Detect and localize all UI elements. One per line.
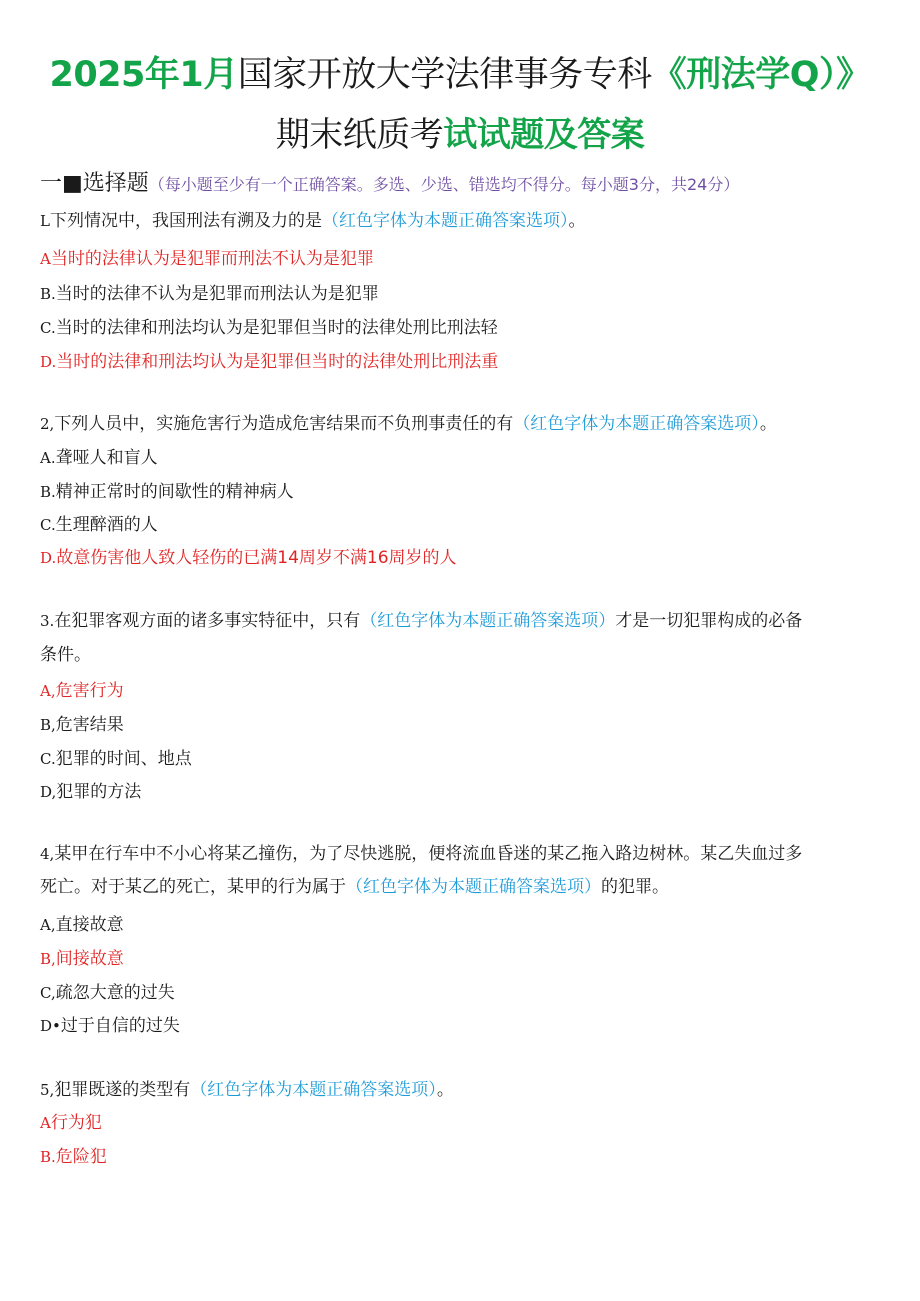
option-text: 间接故意 bbox=[55, 949, 124, 969]
question-4-stem bbox=[40, 841, 802, 867]
question-tail: 才是一切犯罪构成的必备 bbox=[615, 611, 803, 631]
option-label: C. bbox=[40, 319, 56, 337]
question-number: L bbox=[40, 212, 50, 230]
question-4-option-d bbox=[40, 1013, 180, 1039]
question-2-option-d bbox=[40, 545, 457, 571]
question-text: 在犯罪客观方面的诸多事实特征中，只有 bbox=[54, 611, 361, 631]
option-label: D• bbox=[40, 1017, 61, 1035]
title-university: 国家开放大学法律事务专科 bbox=[237, 55, 652, 95]
option-label: A, bbox=[40, 682, 56, 700]
question-3-stem bbox=[40, 608, 802, 634]
option-label: B. bbox=[40, 483, 56, 501]
question-4-option-a bbox=[40, 912, 124, 938]
question-3-option-d bbox=[40, 779, 141, 805]
question-tail: 的犯罪。 bbox=[601, 877, 669, 897]
document-title bbox=[0, 52, 920, 98]
option-text: 过于自信的过失 bbox=[60, 1016, 180, 1036]
question-4-option-c bbox=[40, 980, 175, 1006]
answer-hint: （红色字体为本题正确答案选项） bbox=[346, 877, 601, 897]
question-text: 下列情况中，我国刑法有溯及力的是 bbox=[49, 211, 322, 231]
option-text: 危险犯 bbox=[55, 1147, 107, 1167]
option-text: 疏忽大意的过失 bbox=[55, 983, 175, 1003]
question-2-option-a bbox=[40, 445, 158, 471]
option-text: 故意伤害他人致人轻伤的已满14周岁不满16周岁的人 bbox=[56, 548, 457, 568]
option-label: B. bbox=[40, 1148, 56, 1166]
question-tail: 。 bbox=[759, 414, 777, 434]
option-text: 危害行为 bbox=[55, 681, 124, 701]
option-label: B. bbox=[40, 285, 56, 303]
section-note: （每小题至少有一个正确答案。多选、少选、错选均不得分。每小题3分，共24分） bbox=[148, 175, 740, 194]
option-label: C. bbox=[40, 516, 56, 534]
answer-hint: （红色字体为本题正确答案选项） bbox=[321, 211, 569, 231]
subtitle-answers: 试试题及答案 bbox=[443, 115, 645, 155]
question-4-option-b bbox=[40, 946, 124, 972]
question-1-option-a bbox=[40, 246, 374, 272]
title-date: 2025年1月 bbox=[49, 55, 238, 95]
question-4-stem-continued bbox=[40, 874, 669, 900]
question-text: 死亡。对于某乙的死亡，某甲的行为属于 bbox=[40, 877, 346, 897]
option-label: A bbox=[40, 250, 51, 268]
question-2-option-b bbox=[40, 479, 294, 505]
option-text: 当时的法律和刑法均认为是犯罪但当时的法律处刑比刑法重 bbox=[56, 352, 499, 372]
option-text: 精神正常时的间歇性的精神病人 bbox=[55, 482, 294, 502]
option-label: B, bbox=[40, 950, 56, 968]
option-label: A bbox=[40, 1114, 51, 1132]
question-1-option-d bbox=[40, 349, 498, 375]
option-text: 犯罪的方法 bbox=[56, 782, 142, 802]
answer-hint: （红色字体为本题正确答案选项） bbox=[190, 1080, 437, 1100]
question-5-stem bbox=[40, 1077, 454, 1103]
option-text: 当时的法律认为是犯罪而刑法不认为是犯罪 bbox=[50, 249, 374, 269]
subtitle-exam: 期末纸质考 bbox=[275, 115, 444, 155]
option-label: C. bbox=[40, 750, 56, 768]
option-label: D. bbox=[40, 549, 57, 567]
option-label: D. bbox=[40, 353, 57, 371]
answer-hint: （红色字体为本题正确答案选项） bbox=[513, 414, 760, 434]
option-text: 犯罪的时间、地点 bbox=[55, 749, 192, 769]
question-number: 2, bbox=[40, 415, 55, 433]
question-number: 3. bbox=[40, 612, 55, 630]
question-number: 4, bbox=[40, 845, 55, 863]
option-text: 当时的法律不认为是犯罪而刑法认为是犯罪 bbox=[55, 284, 379, 304]
question-text: 条件。 bbox=[40, 645, 91, 665]
question-2-option-c bbox=[40, 512, 158, 538]
question-5-option-a bbox=[40, 1110, 102, 1136]
option-text: 直接故意 bbox=[55, 915, 124, 935]
option-label: A, bbox=[40, 916, 56, 934]
question-3-option-c bbox=[40, 746, 192, 772]
question-text: 下列人员中，实施危害行为造成危害结果而不负刑事责任的有 bbox=[54, 414, 514, 434]
option-text: 聋哑人和盲人 bbox=[55, 448, 158, 468]
question-2-stem bbox=[40, 411, 777, 437]
option-label: C, bbox=[40, 984, 56, 1002]
option-text: 危害结果 bbox=[55, 715, 124, 735]
question-1-stem bbox=[40, 208, 585, 234]
option-text: 行为犯 bbox=[50, 1113, 102, 1133]
question-1-option-c bbox=[40, 315, 498, 341]
title-course: 《刑法学Q）》 bbox=[651, 55, 871, 95]
option-label: D, bbox=[40, 783, 57, 801]
question-1-option-b bbox=[40, 281, 379, 307]
section-heading bbox=[40, 168, 739, 201]
option-label: A. bbox=[40, 449, 56, 467]
question-3-option-b bbox=[40, 712, 124, 738]
question-3-option-a bbox=[40, 678, 124, 704]
question-5-option-b bbox=[40, 1144, 107, 1170]
answer-hint: （红色字体为本题正确答案选项） bbox=[360, 611, 616, 631]
option-text: 生理醉酒的人 bbox=[55, 515, 158, 535]
question-number: 5, bbox=[40, 1081, 55, 1099]
question-text: 犯罪既遂的类型有 bbox=[54, 1080, 191, 1100]
section-title: 一■选择题 bbox=[40, 171, 149, 196]
option-text: 当时的法律和刑法均认为是犯罪但当时的法律处刑比刑法轻 bbox=[55, 318, 498, 338]
question-3-stem-continued bbox=[40, 642, 91, 668]
document-subtitle bbox=[0, 112, 920, 158]
option-label: B, bbox=[40, 716, 56, 734]
question-text: 某甲在行车中不小心将某乙撞伤，为了尽快逃脱，便将流血昏迷的某乙拖入路边树林。某乙失血过多 bbox=[54, 844, 803, 864]
question-tail: 。 bbox=[436, 1080, 454, 1100]
question-tail: 。 bbox=[568, 211, 586, 231]
